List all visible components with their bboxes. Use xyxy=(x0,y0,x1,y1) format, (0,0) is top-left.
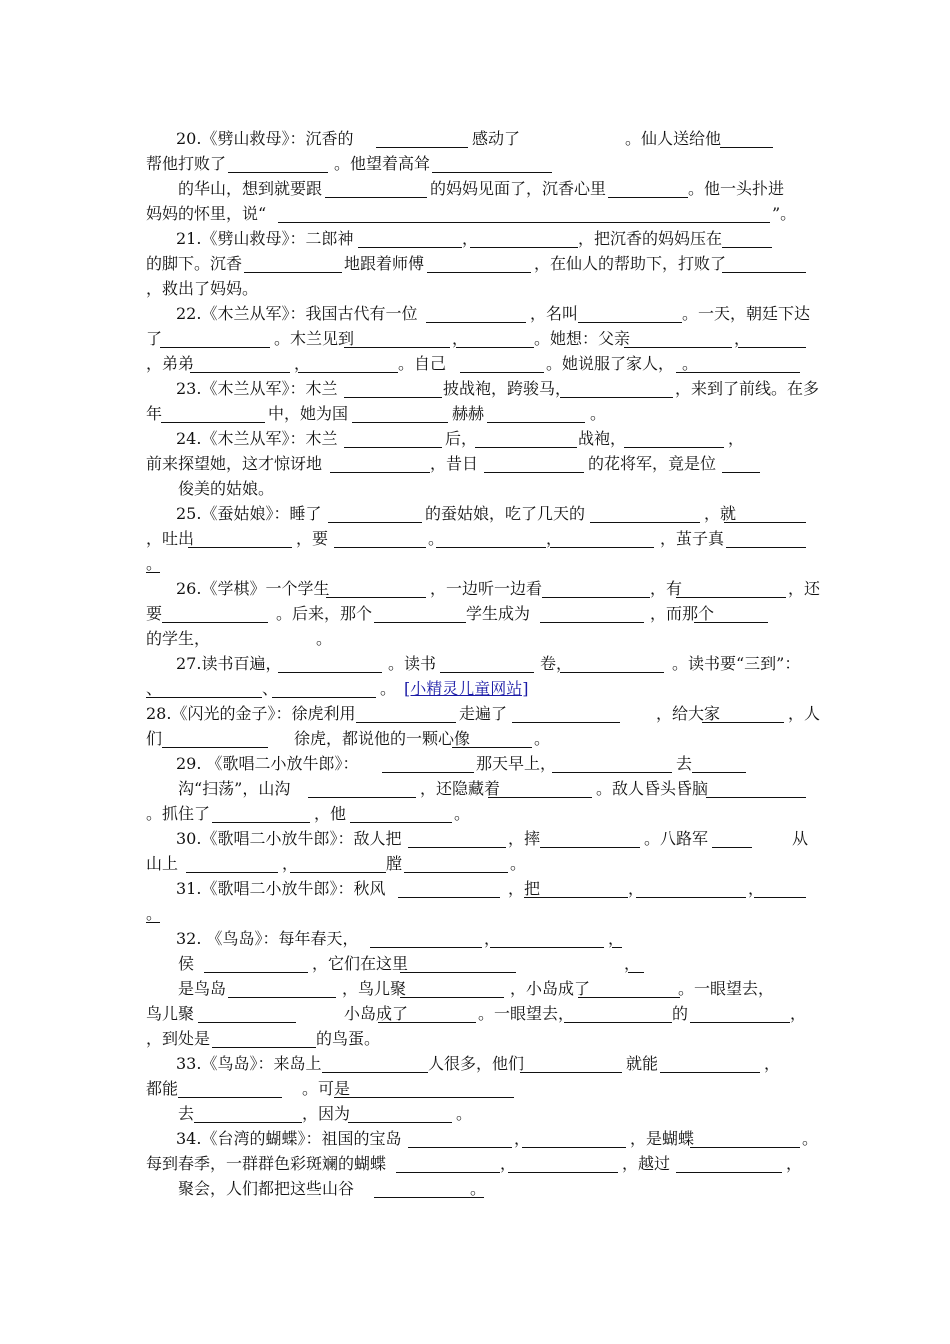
answer-blank[interactable] xyxy=(720,147,773,148)
question-text: 后， xyxy=(445,429,478,448)
answer-blank[interactable] xyxy=(524,897,628,898)
question-text: ， xyxy=(294,354,311,373)
answer-blank[interactable] xyxy=(636,897,746,898)
answer-blank[interactable] xyxy=(188,547,292,548)
question-text: ， xyxy=(748,879,765,898)
answer-blank[interactable] xyxy=(212,822,310,823)
question-text: 帮他打败了 xyxy=(146,154,227,173)
question-text: 了 xyxy=(146,329,163,348)
question-text: ， xyxy=(764,1054,781,1073)
question-text: 感动了 xyxy=(472,129,521,148)
answer-blank[interactable] xyxy=(552,772,672,773)
question-text: 。 xyxy=(802,1129,819,1148)
question-text: 俊美的姑娘。 xyxy=(178,479,275,498)
question-text: ， xyxy=(514,1129,531,1148)
question-text: ， xyxy=(546,529,563,548)
question-text: 就能 xyxy=(626,1054,659,1073)
answer-blank[interactable] xyxy=(460,372,544,373)
question-text: 。自己 xyxy=(398,354,447,373)
question-text: ，茧子真 xyxy=(660,529,725,548)
answer-blank[interactable] xyxy=(162,747,268,748)
answer-blank[interactable] xyxy=(690,1022,790,1023)
answer-blank[interactable] xyxy=(344,397,442,398)
question-text: 。 xyxy=(428,529,445,548)
question-text: 。 xyxy=(590,404,607,423)
answer-blank[interactable] xyxy=(396,1172,500,1173)
question-text: ， xyxy=(790,1004,807,1023)
website-link[interactable]: [小精灵儿童网站] xyxy=(404,679,529,698)
question-text: ，吐出 xyxy=(146,529,195,548)
answer-blank[interactable] xyxy=(400,997,504,998)
answer-blank[interactable] xyxy=(190,372,290,373)
answer-blank[interactable] xyxy=(660,1072,760,1073)
answer-blank[interactable] xyxy=(160,347,270,348)
question-text: ，要 xyxy=(296,529,329,548)
question-text: 。她想：父亲 xyxy=(534,329,631,348)
question-text: 24.《木兰从军》：木兰 xyxy=(176,429,338,448)
question-text: ， xyxy=(608,929,625,948)
question-text: 的花将军，竟是位 xyxy=(588,454,717,473)
answer-blank[interactable] xyxy=(194,1122,302,1123)
answer-blank[interactable] xyxy=(244,272,342,273)
answer-blank[interactable] xyxy=(290,872,386,873)
question-text: 31.《歌唱二小放牛郎》：秋风 xyxy=(176,879,386,898)
question-text: ， xyxy=(734,329,751,348)
answer-blank[interactable] xyxy=(726,547,806,548)
question-text: 战袍， xyxy=(578,429,627,448)
question-text: ，把沉香的妈妈压在 xyxy=(578,229,723,248)
answer-blank[interactable] xyxy=(624,447,724,448)
answer-blank[interactable] xyxy=(560,397,673,398)
question-text: 要 xyxy=(146,604,163,623)
answer-blank[interactable] xyxy=(322,1072,428,1073)
question-text: ， xyxy=(624,954,641,973)
question-text: 。 xyxy=(146,554,163,573)
question-text: 的妈妈见面了，沉香心里 xyxy=(430,179,607,198)
question-text: 25.《蚕姑娘》：睡了 xyxy=(176,504,322,523)
answer-blank[interactable] xyxy=(690,1147,800,1148)
answer-blank[interactable] xyxy=(722,472,760,473)
question-text: 赫赫 xyxy=(452,404,485,423)
answer-blank[interactable] xyxy=(334,547,426,548)
question-text: 。一眼望去， xyxy=(678,979,775,998)
answer-blank[interactable] xyxy=(344,447,442,448)
answer-blank[interactable] xyxy=(590,522,700,523)
answer-blank[interactable] xyxy=(272,697,376,698)
answer-blank[interactable] xyxy=(298,372,398,373)
question-text: 。敌人昏头昏脑 xyxy=(596,779,709,798)
answer-blank[interactable] xyxy=(738,347,806,348)
answer-blank[interactable] xyxy=(722,247,772,248)
question-text: 。读书要“三到”： xyxy=(672,654,801,673)
question-text: 26.《学棋》一个学生 xyxy=(176,579,330,598)
answer-blank[interactable] xyxy=(440,672,534,673)
answer-blank[interactable] xyxy=(490,947,604,948)
question-text: 28.《闪光的金子》：徐虎利用 xyxy=(146,704,356,723)
answer-blank[interactable] xyxy=(278,222,770,223)
question-text: ，就 xyxy=(704,504,737,523)
answer-blank[interactable] xyxy=(676,372,800,373)
question-text: ，鸟儿聚 xyxy=(342,979,407,998)
question-text: 的蚕姑娘，吃了几天的 xyxy=(425,504,586,523)
question-text: ， xyxy=(628,879,645,898)
answer-blank[interactable] xyxy=(358,247,462,248)
question-text: 、 xyxy=(262,679,279,698)
question-text: 每到春季，一群群色彩斑斓的蝴蝶 xyxy=(146,1154,387,1173)
question-text: ，在仙人的帮助下，打败了 xyxy=(534,254,727,273)
answer-blank[interactable] xyxy=(408,847,506,848)
question-text: 29. 《歌唱二小放牛郎》： xyxy=(176,754,359,773)
question-text: ，他 xyxy=(314,804,347,823)
question-text: 。 xyxy=(510,854,527,873)
answer-blank[interactable] xyxy=(694,622,768,623)
answer-blank[interactable] xyxy=(212,1047,316,1048)
answer-blank[interactable] xyxy=(426,322,526,323)
question-text: 。 xyxy=(456,1104,473,1123)
question-text: 的鸟蛋。 xyxy=(316,1029,381,1048)
answer-blank[interactable] xyxy=(408,1147,512,1148)
question-text: 。 xyxy=(316,629,333,648)
answer-blank[interactable] xyxy=(186,872,278,873)
question-text: 沟“扫荡”，山沟 xyxy=(178,779,291,798)
answer-blank[interactable] xyxy=(228,997,336,998)
question-text: ，小岛成了 xyxy=(510,979,591,998)
answer-blank[interactable] xyxy=(374,622,466,623)
question-text: 。仙人送给他 xyxy=(625,129,722,148)
question-text: 的华山，想到就要跟 xyxy=(178,179,323,198)
answer-blank[interactable] xyxy=(578,997,680,998)
question-text: ，它们在这里 xyxy=(312,954,409,973)
question-text: 披战袍，跨骏马， xyxy=(443,379,572,398)
answer-blank[interactable] xyxy=(432,172,552,173)
question-text: 。抓住了 xyxy=(146,804,211,823)
question-text: 们 xyxy=(146,729,163,748)
answer-blank[interactable] xyxy=(198,1022,296,1023)
question-text: ，有 xyxy=(650,579,683,598)
question-text: 的脚下。沉香 xyxy=(146,254,243,273)
question-text: 前来探望她，这才惊讶地 xyxy=(146,454,323,473)
question-text: 小岛成了 xyxy=(344,1004,409,1023)
answer-blank[interactable] xyxy=(348,1122,452,1123)
answer-blank[interactable] xyxy=(540,847,640,848)
answer-blank[interactable] xyxy=(612,947,622,948)
answer-blank[interactable] xyxy=(452,747,532,748)
question-text: 22.《木兰从军》：我国古代有一位 xyxy=(176,304,418,323)
question-text: ，给大家 xyxy=(656,704,721,723)
question-text: ， xyxy=(462,229,479,248)
question-text: 的 xyxy=(672,1004,689,1023)
question-text: 23.《木兰从军》：木兰 xyxy=(176,379,338,398)
question-text: 膛 xyxy=(386,854,403,873)
answer-blank[interactable] xyxy=(712,847,752,848)
question-text: 山上 xyxy=(146,854,179,873)
answer-blank[interactable] xyxy=(608,197,688,198)
answer-blank[interactable] xyxy=(624,347,732,348)
question-text: 30.《歌唱二小放牛郎》：敌人把 xyxy=(176,829,402,848)
answer-blank[interactable] xyxy=(456,347,534,348)
question-text: 。 xyxy=(534,729,551,748)
answer-blank[interactable] xyxy=(326,597,426,598)
question-text: 的学生， xyxy=(146,629,211,648)
answer-blank[interactable] xyxy=(204,972,308,973)
answer-blank[interactable] xyxy=(702,722,784,723)
question-text: 。她说服了家人， xyxy=(546,354,675,373)
answer-blank[interactable] xyxy=(376,147,468,148)
answer-blank[interactable] xyxy=(370,947,482,948)
question-text: 、 xyxy=(146,679,163,698)
question-text: 年 xyxy=(146,404,163,423)
answer-blank[interactable] xyxy=(488,797,592,798)
question-text: ，还 xyxy=(788,579,821,598)
question-text: 人很多，他们 xyxy=(428,1054,525,1073)
question-text: 。读书 xyxy=(388,654,437,673)
question-text: 去 xyxy=(178,1104,195,1123)
question-text: 27.读书百遍， xyxy=(176,654,282,673)
question-text: ，还隐藏着 xyxy=(420,779,501,798)
answer-blank[interactable] xyxy=(146,922,160,923)
answer-blank[interactable] xyxy=(334,1097,514,1098)
answer-blank[interactable] xyxy=(724,522,806,523)
question-text: ，越过 xyxy=(622,1154,671,1173)
question-text: 。 xyxy=(470,1179,487,1198)
question-text: ， xyxy=(728,429,745,448)
answer-blank[interactable] xyxy=(436,547,546,548)
answer-blank[interactable] xyxy=(350,822,452,823)
question-text: 。 xyxy=(682,354,699,373)
answer-blank[interactable] xyxy=(508,1172,618,1173)
question-text: 34.《台湾的蝴蝶》：祖国的宝岛 xyxy=(176,1129,402,1148)
answer-blank[interactable] xyxy=(470,1197,484,1198)
answer-blank[interactable] xyxy=(550,547,654,548)
answer-blank[interactable] xyxy=(398,897,500,898)
answer-blank[interactable] xyxy=(564,1022,672,1023)
question-text: ，到处是 xyxy=(146,1029,211,1048)
answer-blank[interactable] xyxy=(161,422,265,423)
answer-blank[interactable] xyxy=(676,597,786,598)
question-text: ，一边听一边看 xyxy=(430,579,543,598)
question-text: ，昔日 xyxy=(430,454,479,473)
question-text: ，名叫 xyxy=(530,304,579,323)
answer-blank[interactable] xyxy=(228,172,328,173)
question-text: ， xyxy=(500,1154,517,1173)
question-text: ，来到了前线。在多 xyxy=(675,379,820,398)
answer-blank[interactable] xyxy=(706,797,806,798)
question-text: ， xyxy=(282,854,299,873)
answer-blank[interactable] xyxy=(382,772,474,773)
question-text: 学生成为 xyxy=(466,604,531,623)
answer-blank[interactable] xyxy=(308,797,416,798)
question-text: 去 xyxy=(676,754,693,773)
answer-blank[interactable] xyxy=(560,672,664,673)
answer-blank[interactable] xyxy=(512,722,620,723)
question-text: ，是蝴蝶 xyxy=(630,1129,695,1148)
question-text: 。可是 xyxy=(302,1079,351,1098)
question-text: 。 xyxy=(454,804,471,823)
question-text: ， xyxy=(452,329,469,348)
question-text: 33.《鸟岛》：来岛上 xyxy=(176,1054,322,1073)
question-text: 地跟着师傅 xyxy=(344,254,425,273)
answer-blank[interactable] xyxy=(400,972,516,973)
answer-blank[interactable] xyxy=(352,422,448,423)
question-text: ，而那个 xyxy=(650,604,715,623)
question-text: 鸟儿聚 xyxy=(146,1004,195,1023)
answer-blank[interactable] xyxy=(542,597,650,598)
answer-blank[interactable] xyxy=(475,447,577,448)
answer-blank[interactable] xyxy=(146,572,160,573)
answer-blank[interactable] xyxy=(484,472,584,473)
question-text: 32. 《鸟岛》：每年春天， xyxy=(176,929,359,948)
answer-blank[interactable] xyxy=(470,247,578,248)
question-text: 卷， xyxy=(540,654,573,673)
question-text: 。 xyxy=(380,679,397,698)
answer-blank[interactable] xyxy=(487,422,585,423)
question-text: 走遍了 xyxy=(459,704,508,723)
answer-blank[interactable] xyxy=(356,722,456,723)
question-text: ，弟弟 xyxy=(146,354,195,373)
question-text: ”。 xyxy=(772,204,797,223)
question-text: 。他望着高耸 xyxy=(334,154,431,173)
answer-blank[interactable] xyxy=(330,472,430,473)
question-text: ， xyxy=(786,1154,803,1173)
question-text: ，人 xyxy=(788,704,821,723)
question-text: 妈妈的怀里，说“ xyxy=(146,204,267,223)
answer-blank[interactable] xyxy=(374,1197,482,1198)
question-text: ，救出了妈妈。 xyxy=(146,279,259,298)
answer-blank[interactable] xyxy=(162,622,268,623)
question-text: 从 xyxy=(792,829,809,848)
question-text: ，把 xyxy=(508,879,541,898)
answer-blank[interactable] xyxy=(540,622,644,623)
question-text: ，因为 xyxy=(302,1104,351,1123)
question-text: 20.《劈山救母》：沉香的 xyxy=(176,129,354,148)
answer-blank[interactable] xyxy=(522,1147,626,1148)
answer-blank[interactable] xyxy=(578,322,682,323)
question-text: 。木兰见到 xyxy=(274,329,355,348)
answer-blank[interactable] xyxy=(404,872,508,873)
question-text: 21.《劈山救母》：二郎神 xyxy=(176,229,354,248)
question-text: 。 xyxy=(146,904,163,923)
question-text: 。他一头扑进 xyxy=(688,179,785,198)
answer-blank[interactable] xyxy=(344,347,450,348)
question-text: 。一天，朝廷下达 xyxy=(682,304,811,323)
question-text: 。八路军 xyxy=(644,829,709,848)
answer-blank[interactable] xyxy=(328,522,422,523)
answer-blank[interactable] xyxy=(146,697,262,698)
answer-blank[interactable] xyxy=(427,272,531,273)
question-text: 聚会，人们都把这些山谷 xyxy=(178,1179,355,1198)
question-text: 都能 xyxy=(146,1079,179,1098)
answer-blank[interactable] xyxy=(722,272,806,273)
question-text: ，摔 xyxy=(508,829,541,848)
answer-blank[interactable] xyxy=(676,1172,782,1173)
answer-blank[interactable] xyxy=(278,672,382,673)
question-text: ， xyxy=(484,929,501,948)
question-text: 中，她为国 xyxy=(268,404,349,423)
question-text: 侯 xyxy=(178,954,195,973)
answer-blank[interactable] xyxy=(754,897,806,898)
question-text: 。一眼望去， xyxy=(478,1004,575,1023)
answer-blank[interactable] xyxy=(628,972,644,973)
answer-blank[interactable] xyxy=(378,1022,476,1023)
answer-blank[interactable] xyxy=(692,772,746,773)
question-text: 是鸟岛 xyxy=(178,979,227,998)
question-text: 那天早上， xyxy=(476,754,557,773)
answer-blank[interactable] xyxy=(325,197,427,198)
question-text: 徐虎，都说他的一颗心像 xyxy=(294,729,471,748)
question-text: 。后来，那个 xyxy=(276,604,373,623)
answer-blank[interactable] xyxy=(178,1097,282,1098)
answer-blank[interactable] xyxy=(520,1072,622,1073)
